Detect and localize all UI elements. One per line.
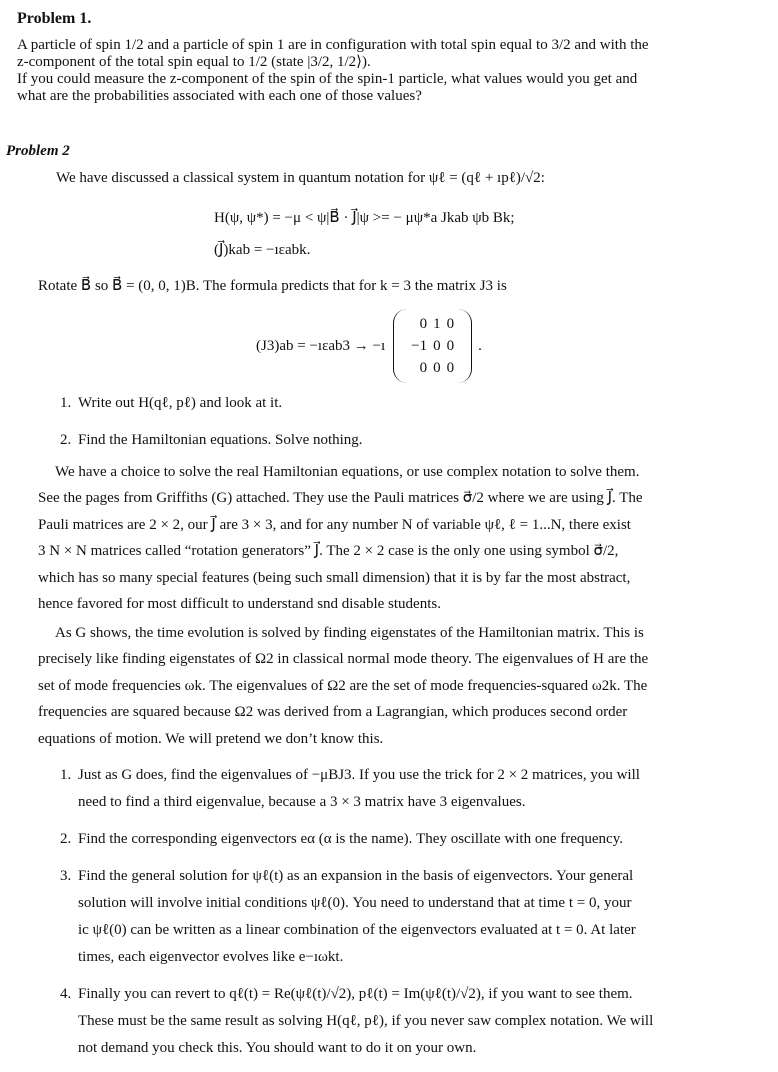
matrix-cell: 0: [446, 337, 455, 354]
problem-2-title: Problem 2: [6, 143, 70, 159]
list-text: need to find a third eigenvalue, because a 3 × 3 matrix have 3 eigenvalues.: [78, 794, 526, 810]
matrix-cell: 0: [419, 315, 428, 332]
list-text: Find the Hamiltonian equations. Solve nothing.: [78, 432, 363, 448]
problem-1-line: z-component of the total spin equal to 1/2 (state |3/2, 1/2⟩).: [17, 54, 371, 70]
rotate-instruction: Rotate B⃗ so B⃗ = (0, 0, 1)B. The formula predicts that for k = 3 the matrix J3 is: [38, 278, 507, 294]
list-item: [60, 826, 730, 853]
problem-1-title: Problem 1.: [17, 10, 92, 27]
matrix-cell: 0: [446, 359, 455, 376]
matrix-cell: 0: [419, 359, 428, 376]
list-text: Finally you can revert to qℓ(t) = Re(ψℓ(t)/√2), pℓ(t) = Im(ψℓ(t)/√2), if you want to see them.: [78, 986, 633, 1002]
list-text: times, each eigenvector evolves like e−ıωkt.: [78, 949, 344, 965]
list-text: Find the corresponding eigenvectors eα (α is the name). They oscillate with one frequency.: [78, 831, 623, 847]
list-item: [60, 762, 730, 816]
paragraph-line: hence favored for most difficult to understand snd disable students.: [38, 596, 441, 613]
paragraph-line: See the pages from Griffiths (G) attached. They use the Pauli matrices σ⃗/2 where we are using J⃗. The: [38, 490, 643, 507]
matrix-cell: −1: [411, 337, 428, 354]
paragraph-line: Pauli matrices are 2 × 2, our J⃗ are 3 × 3, and for any number N of variable ψℓ, ℓ = 1...N, there exist: [38, 516, 631, 533]
list-text: Find the general solution for ψℓ(t) as an expansion in the basis of eigenvectors. Your general: [78, 868, 634, 884]
problem-1-line: what are the probabilities associated with each one of those values?: [17, 88, 422, 104]
steps-list: [60, 762, 730, 1072]
j3-matrix: [393, 309, 472, 383]
paragraph-line: We have a choice to solve the real Hamiltonian equations, or use complex notation to solve them.: [55, 464, 640, 480]
problem-2-intro: We have discussed a classical system in quantum notation for ψℓ = (qℓ + ıpℓ)/√2:: [56, 170, 545, 186]
list-text: Write out H(qℓ, pℓ) and look at it.: [78, 395, 283, 411]
list-number: 2.: [60, 831, 72, 847]
paragraph-line: set of mode frequencies ωk. The eigenvalues of Ω2 are the set of mode frequencies-squared ω2k. The: [38, 677, 648, 694]
matrix-cell: 1: [433, 315, 441, 332]
matrix-cell: 0: [433, 337, 441, 354]
matrix-lhs: (J3)ab = −ıεab3 → −ı: [256, 337, 386, 354]
list-item: [60, 390, 730, 417]
matrix-period: .: [478, 337, 482, 354]
list-number: 3.: [60, 868, 72, 884]
list-number: 1.: [60, 767, 72, 783]
list-item: [60, 863, 730, 971]
paragraph-line: 3 N × N matrices called “rotation generators” J⃗. The 2 × 2 case is the only one using symbol σ⃗/2,: [38, 543, 619, 560]
problem-1-line: If you could measure the z-component of the spin of the spin-1 particle, what values would you get and: [17, 71, 638, 87]
matrix-equation: [256, 310, 482, 382]
list-text: Just as G does, find the eigenvalues of −μBJ3. If you use the trick for 2 × 2 matrices, you will: [78, 767, 640, 783]
hamiltonian-equation: H(ψ, ψ*) = −μ < ψ|B⃗ · J⃗|ψ >= − μψ*a Jkab ψb Bk;: [214, 210, 515, 226]
task-list: [60, 390, 730, 464]
list-number: 4.: [60, 986, 72, 1002]
matrix-cell: 0: [446, 315, 455, 332]
list-text: not demand you check this. You should want to do it on your own.: [78, 1040, 477, 1056]
paragraph-line: equations of motion. We will pretend we don’t know this.: [38, 730, 384, 747]
list-number: 2.: [60, 432, 72, 448]
list-text: solution will involve initial conditions ψℓ(0). You need to understand that at time t = 0, your: [78, 895, 632, 911]
paragraph-1: [38, 459, 738, 617]
paragraph-2: [38, 620, 738, 752]
paragraph-line: which has so many special features (being such small dimension) that it is by far the most abstract,: [38, 569, 631, 586]
matrix-cell: 0: [433, 359, 441, 376]
paragraph-line: As G shows, the time evolution is solved by finding eigenstates of the Hamiltonian matrix. This is: [55, 625, 644, 641]
paragraph-line: precisely like finding eigenstates of Ω2 in classical normal mode theory. The eigenvalues of H are the: [38, 651, 649, 668]
list-text: These must be the same result as solving H(qℓ, pℓ), if you never saw complex notation. We will: [78, 1013, 654, 1029]
list-text: ic ψℓ(0) can be written as a linear combination of the eigenvectors evaluated at t = 0. At later: [78, 922, 636, 938]
rotation-generator-equation: (J⃗)kab = −ıεabk.: [214, 242, 311, 258]
paragraph-line: frequencies are squared because Ω2 was derived from a Lagrangian, which produces second order: [38, 704, 628, 721]
problem-1: [17, 10, 762, 105]
list-number: 1.: [60, 395, 72, 411]
list-item: [60, 981, 730, 1062]
list-item: [60, 427, 730, 454]
problem-1-line: A particle of spin 1/2 and a particle of spin 1 are in configuration with total spin equal to 3/2 and with the: [17, 37, 649, 53]
